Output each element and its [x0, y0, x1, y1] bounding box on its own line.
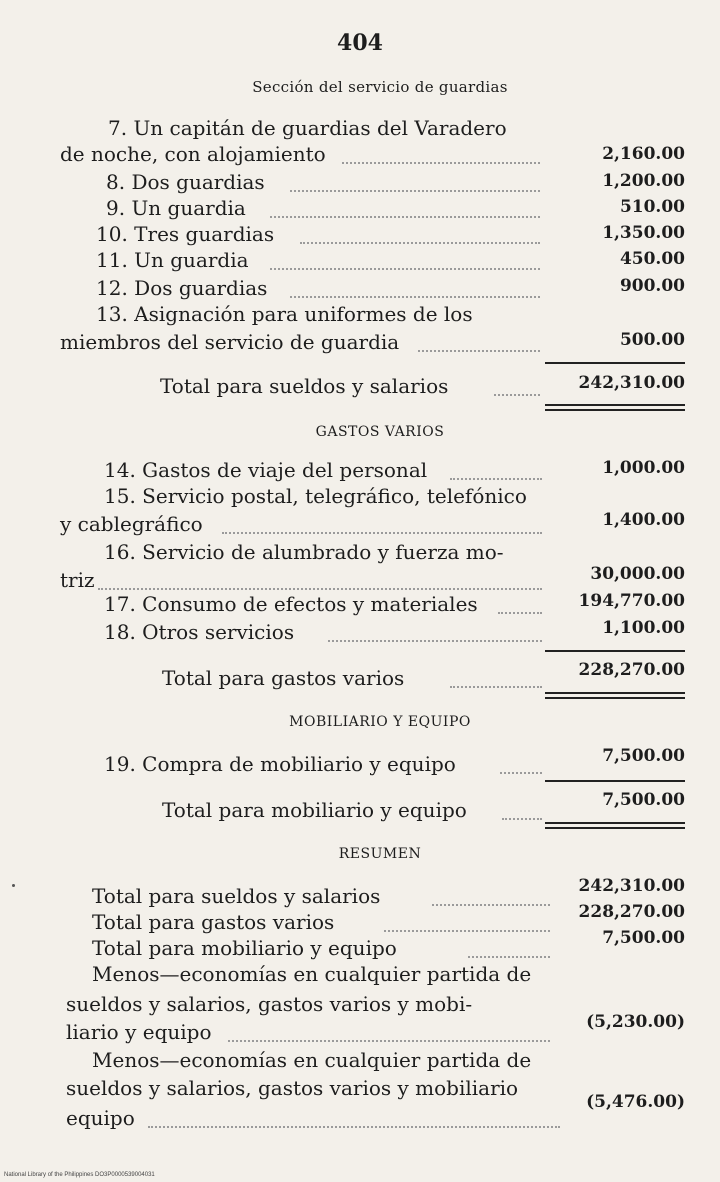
leader-dots	[498, 612, 542, 614]
leader-dots	[328, 640, 542, 642]
heading-resumen: RESUMEN	[338, 846, 422, 862]
item-12-amount: 900.00	[619, 276, 685, 296]
menos-1-line-2: sueldos y salarios, gastos varios y mobi-	[66, 992, 473, 1016]
item-10-amount: 1,350.00	[602, 223, 685, 243]
total-double-rule	[545, 692, 685, 699]
item-13-line-1: 13. Asignación para uniformes de los	[96, 302, 473, 326]
item-8-amount: 1,200.00	[602, 171, 685, 191]
item-14-amount: 1,000.00	[602, 458, 685, 478]
leader-dots	[432, 904, 550, 906]
item-11-line-1: 11. Un guardia	[96, 248, 249, 272]
item-19-amount: 7,500.00	[602, 746, 685, 766]
total-gastos-amount: 228,270.00	[578, 660, 685, 680]
menos-1-line-1: Menos—economías en cualquier partida de	[92, 962, 532, 986]
leader-dots	[290, 190, 540, 192]
resumen-mobiliario-amount: 7,500.00	[602, 928, 685, 948]
menos-2-amount: (5,476.00)	[586, 1092, 685, 1112]
item-18-line-1: 18. Otros servicios	[104, 620, 295, 644]
leader-dots	[270, 268, 540, 270]
item-15-line-1: 15. Servicio postal, telegráfico, telefónico	[104, 484, 527, 508]
heading-mobiliario: MOBILIARIO Y EQUIPO	[289, 714, 471, 730]
leader-dots	[98, 588, 542, 590]
item-7-line-2: de noche, con alojamiento	[60, 142, 326, 166]
leader-dots	[300, 242, 540, 244]
menos-2-line-3: equipo	[66, 1106, 135, 1130]
item-8-line-1: 8. Dos guardias	[106, 170, 265, 194]
item-10-line-1: 10. Tres guardias	[96, 222, 275, 246]
menos-1-amount: (5,230.00)	[586, 1012, 685, 1032]
leader-dots	[270, 216, 540, 218]
total-mobiliario-amount: 7,500.00	[602, 790, 685, 810]
resumen-sueldos-amount: 242,310.00	[578, 876, 685, 896]
total-double-rule	[545, 822, 685, 829]
item-13-line-2: miembros del servicio de guardia	[60, 330, 400, 354]
item-16-amount: 30,000.00	[590, 564, 685, 584]
leader-dots	[502, 818, 542, 820]
item-11-amount: 450.00	[619, 249, 685, 269]
leader-dots	[494, 394, 540, 396]
footer-attribution: National Library of the Philippines DO3P0000539004031	[4, 1172, 155, 1178]
item-9-amount: 510.00	[619, 197, 685, 217]
item-19-line-1: 19. Compra de mobiliario y equipo	[104, 752, 456, 776]
total-sueldos-label: Total para sueldos y salarios	[160, 374, 449, 398]
menos-1-line-3: liario y equipo	[66, 1020, 212, 1044]
leader-dots	[450, 478, 542, 480]
leader-dots	[290, 296, 540, 298]
leader-dots	[384, 930, 550, 932]
leader-dots	[468, 956, 550, 958]
item-15-amount: 1,400.00	[602, 510, 685, 530]
heading-gastos-varios: GASTOS VARIOS	[315, 424, 445, 440]
subtotal-rule	[545, 362, 685, 364]
leader-dots	[418, 350, 540, 352]
total-double-rule	[545, 404, 685, 411]
resumen-sueldos-label: Total para sueldos y salarios	[92, 884, 381, 908]
subtotal-rule	[545, 780, 685, 782]
menos-2-line-2: sueldos y salarios, gastos varios y mobiliario	[66, 1076, 519, 1100]
item-18-amount: 1,100.00	[602, 618, 685, 638]
subtotal-rule	[545, 650, 685, 652]
total-gastos-label: Total para gastos varios	[162, 666, 405, 690]
item-7-amount: 2,160.00	[602, 144, 685, 164]
leader-dots	[228, 1040, 550, 1042]
resumen-gastos-amount: 228,270.00	[578, 902, 685, 922]
total-mobiliario-label: Total para mobiliario y equipo	[162, 798, 467, 822]
item-7-line-1: 7. Un capitán de guardias del Varadero	[108, 116, 507, 140]
total-sueldos-amount: 242,310.00	[578, 373, 685, 393]
menos-2-line-1: Menos—economías en cualquier partida de	[92, 1048, 532, 1072]
section-title: Sección del servicio de guardias	[252, 78, 508, 96]
leader-dots	[148, 1126, 560, 1128]
resumen-gastos-label: Total para gastos varios	[92, 910, 335, 934]
margin-mark	[12, 884, 15, 887]
page-number: 404	[337, 30, 383, 56]
item-16-line-2: triz	[60, 568, 95, 592]
resumen-mobiliario-label: Total para mobiliario y equipo	[92, 936, 397, 960]
item-15-line-2: y cablegráfico	[60, 512, 203, 536]
item-14-line-1: 14. Gastos de viaje del personal	[104, 458, 428, 482]
leader-dots	[222, 532, 542, 534]
item-9-line-1: 9. Un guardia	[106, 196, 246, 220]
item-17-amount: 194,770.00	[578, 591, 685, 611]
item-17-line-1: 17. Consumo de efectos y materiales	[104, 592, 478, 616]
item-13-amount: 500.00	[619, 330, 685, 350]
item-12-line-1: 12. Dos guardias	[96, 276, 268, 300]
item-16-line-1: 16. Servicio de alumbrado y fuerza mo-	[104, 540, 504, 564]
leader-dots	[450, 686, 542, 688]
leader-dots	[342, 162, 540, 164]
leader-dots	[500, 772, 542, 774]
